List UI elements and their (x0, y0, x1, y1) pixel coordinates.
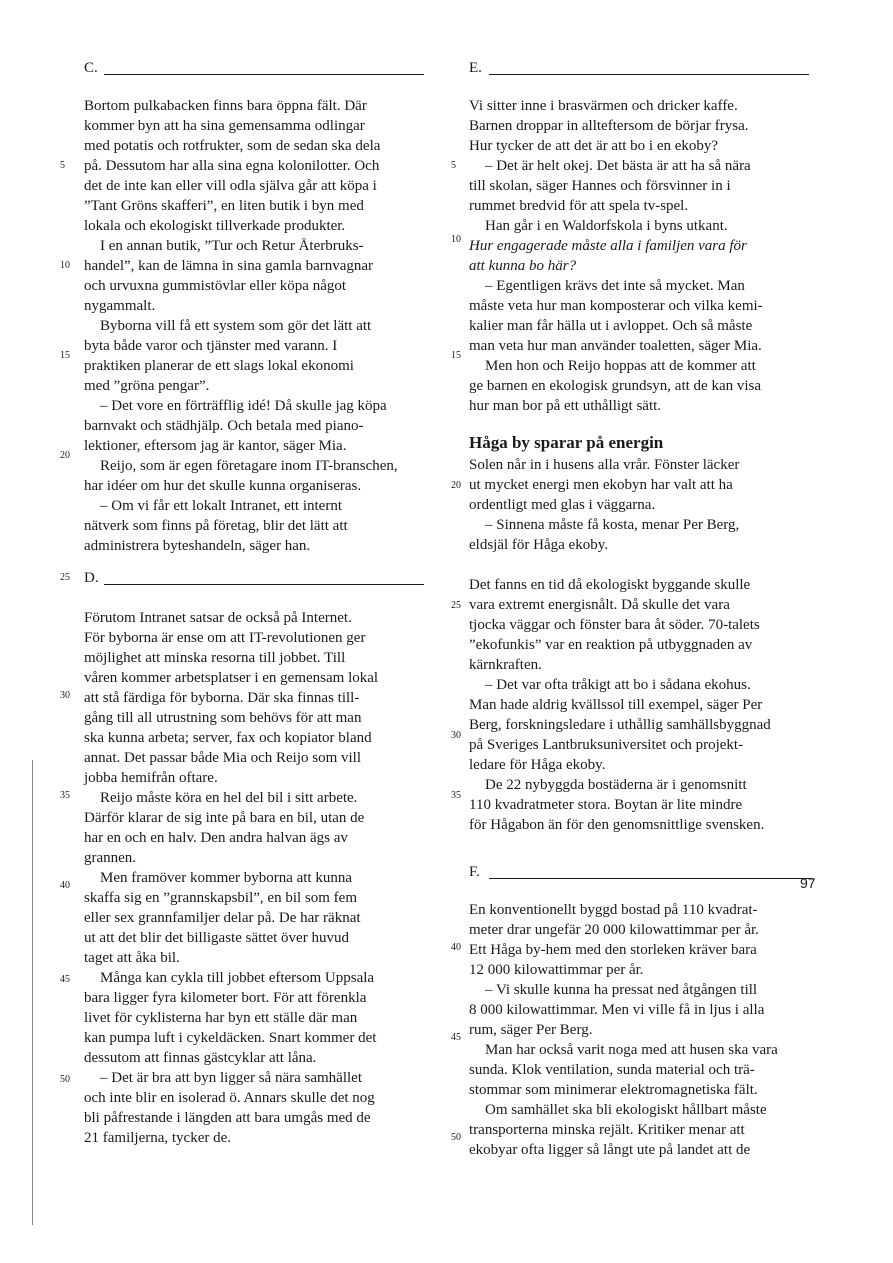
text-line: praktiken planerar de ett slags lokal ekonomi (84, 358, 354, 374)
text-line: våren kommer arbetsplatser i en gemensam lokal (84, 670, 379, 686)
text-line: jobba hemifrån oftare. (84, 770, 218, 786)
text-line: Förutom Intranet satsar de också på Internet. (84, 610, 352, 626)
line-number: 15 (451, 350, 461, 361)
text-line: ordentligt med glas i väggarna. (469, 497, 656, 513)
text-line: Man hade aldrig kvällssol till exempel, säger Per (469, 697, 763, 713)
line-number: 30 (60, 690, 70, 701)
text-line: det de inte kan eller vill odla själva går att köpa i (84, 178, 377, 194)
text-line: 8 000 kilowattimmar. Men vi ville få in ljus i alla (469, 1002, 765, 1018)
line-number: 45 (60, 974, 70, 985)
text-line: I en annan butik, ”Tur och Retur Återbruks- (100, 238, 364, 254)
answer-blank-line (104, 584, 424, 585)
margin-rule (32, 760, 33, 1225)
line-number: 5 (451, 160, 456, 171)
text-line: Berg, forskningsledare i uthållig samhällsbyggnad (469, 717, 771, 733)
text-line: Hur tycker de att det är att bo i en ekoby? (469, 138, 719, 154)
line-number: 20 (60, 450, 70, 461)
text-line: 12 000 kilowattimmar per år. (469, 962, 644, 978)
line-number: 45 (451, 1032, 461, 1043)
text-line: – Det är bra att byn ligger så nära samhället (100, 1070, 362, 1086)
text-line: kalier man får hälla ut i avloppet. Och så måste (469, 318, 753, 334)
text-line: vara extremt energisnålt. Då skulle det vara (469, 597, 730, 613)
text-line: har en och en halv. Den andra halvan ägs av (84, 830, 348, 846)
text-line: Reijo måste köra en hel del bil i sitt arbete. (100, 790, 358, 806)
text-line: Ett Håga by-hem med den storleken kräver bara (469, 942, 757, 958)
text-line: kan pumpa luft i cykeldäcken. Snart kommer det (84, 1030, 377, 1046)
line-number: 15 (60, 350, 70, 361)
text-line: med ”gröna pengar”. (84, 378, 210, 394)
text-line: 110 kvadratmeter stora. Boytan är lite mindre (469, 797, 743, 813)
text-line: bli påfrestande i längden att bara umgås med de (84, 1110, 371, 1126)
text-line: på Sveriges Lantbruksuniversitet och projekt- (469, 737, 744, 753)
text-line: – Sinnena måste få kosta, menar Per Berg, (485, 517, 740, 533)
section-f-heading (469, 862, 813, 882)
text-line: Många kan cykla till jobbet eftersom Uppsala (100, 970, 375, 986)
text-line: Det fanns en tid då ekologiskt byggande skulle (469, 577, 751, 593)
text-line: Barnen droppar in allteftersom de börjar frysa. (469, 118, 749, 134)
text-line: ska kunna arbeta; server, fax och kopiator bland (84, 730, 372, 746)
subheading: Håga by sparar på energin (469, 433, 664, 452)
text-line: bara ligger fyra kilometer bort. För att förenkla (84, 990, 367, 1006)
text-line: Byborna vill få ett system som gör det lätt att (100, 318, 372, 334)
text-line: administrera byteshandeln, säger han. (84, 538, 311, 554)
text-line: ”ekofunkis” var en reaktion på utbyggnaden av (469, 637, 753, 653)
text-line: Vi sitter inne i brasvärmen och dricker kaffe. (469, 98, 738, 114)
section-label: C. (84, 60, 98, 76)
text-line: eller sex grannfamiljer delar på. De har räknat (84, 910, 361, 926)
text-line: lokala och ekologiskt tillverkade produkter. (84, 218, 346, 234)
line-number: 10 (451, 234, 461, 245)
text-line: Reijo, som är egen företagare inom IT-branschen, (100, 458, 398, 474)
text-line: med potatis och rotfrukter, som de sedan ska dela (84, 138, 381, 154)
text-line: måste veta hur man komposterar och vilka kemi- (469, 298, 763, 314)
section-label: E. (469, 60, 482, 76)
line-number: 20 (451, 480, 461, 491)
answer-blank-line (104, 74, 424, 75)
text-line: nygammalt. (84, 298, 156, 314)
text-line: lektioner, eftersom jag är kantor, säger Mia. (84, 438, 347, 454)
text-line: ut att det blir det billigaste sättet över huvud (84, 930, 349, 946)
text-line: – Det vore en förträfflig idé! Då skulle jag köpa (100, 398, 387, 414)
text-line: En konventionellt byggd bostad på 110 kvadrat- (469, 902, 758, 918)
text-line: på. Dessutom har alla sina egna kolonilotter. Och (84, 158, 380, 174)
text-line: rummet bredvid för att spela tv-spel. (469, 198, 689, 214)
text-line: ge barnen en ekologisk grundsyn, att de kan visa (469, 378, 762, 394)
text-line: man veta hur man använder toaletten, säger Mia. (469, 338, 762, 354)
text-line: Solen når in i husens alla vrår. Fönster läcker (469, 457, 740, 473)
text-line: gång till all utrustning som behövs för att man (84, 710, 362, 726)
text-line: – Vi skulle kunna ha pressat ned åtgången till (485, 982, 758, 998)
line-number: 25 (60, 572, 70, 583)
text-line: ”Tant Gröns skafferi”, en liten butik i byn med (84, 198, 364, 214)
page-number: 97 (800, 875, 816, 891)
text-line: har idéer om hur det skulle kunna organiseras. (84, 478, 362, 494)
line-number: 40 (60, 880, 70, 891)
line-number: 40 (451, 942, 461, 953)
text-line: för Hågabon än för den genomsnittlige svensken. (469, 817, 765, 833)
text-line: livet för cyklisterna har byn ett ställe där man (84, 1010, 358, 1026)
text-line: Hur engagerade måste alla i familjen vara för (469, 238, 747, 254)
section-c-heading (84, 58, 424, 78)
text-line: handel”, kan de lämna in sina gamla barnvagnar (84, 258, 374, 274)
section-label: F. (469, 864, 480, 880)
text-line: byta både varor och tjänster med varann. I (84, 338, 338, 354)
answer-blank-line (489, 878, 813, 879)
line-number: 35 (60, 790, 70, 801)
text-line: dessutom att finnas gästcyklar att låna. (84, 1050, 317, 1066)
text-line: Därför klarar de sig inte på bara en bil, utan de (84, 810, 365, 826)
text-line: taget att åka bil. (84, 950, 180, 966)
answer-blank-line (489, 74, 809, 75)
text-line: Men hon och Reijo hoppas att de kommer att (485, 358, 756, 374)
section-e-heading (469, 58, 809, 78)
text-line: ekobyar ofta ligger så långt ute på landet att de (469, 1142, 751, 1158)
text-line: grannen. (84, 850, 137, 866)
text-line: – Egentligen krävs det inte så mycket. Man (485, 278, 745, 294)
line-number: 10 (60, 260, 70, 271)
text-line: transporterna minska rejält. Kritiker menar att (469, 1122, 745, 1138)
text-line: – Om vi får ett lokalt Intranet, ett internt (100, 498, 343, 514)
text-line: eldsjäl för Håga ekoby. (469, 537, 608, 553)
text-line: möjlighet att minska resorna till jobbet. Till (84, 650, 346, 666)
text-line: – Det är helt okej. Det bästa är att ha så nära (485, 158, 751, 174)
line-number: 50 (60, 1074, 70, 1085)
line-number: 35 (451, 790, 461, 801)
text-line: Man har också varit noga med att husen ska vara (485, 1042, 778, 1058)
text-line: tjocka väggar och fönster bara åt söder. 70-talets (469, 617, 760, 633)
text-line: och inte blir en isolerad ö. Annars skulle det nog (84, 1090, 375, 1106)
text-line: hur man bor på ett uthålligt sätt. (469, 398, 662, 414)
text-line: Men framöver kommer byborna att kunna (100, 870, 353, 886)
text-line: att kunna bo här? (469, 258, 577, 274)
text-line: att stå färdiga för byborna. Där ska finnas till- (84, 690, 360, 706)
text-line: ledare för Håga ekoby. (469, 757, 606, 773)
text-line: För byborna är ense om att IT-revolutionen ger (84, 630, 366, 646)
section-label: D. (84, 570, 99, 586)
text-line: Om samhället ska bli ekologiskt hållbart måste (485, 1102, 767, 1118)
text-line: till skolan, säger Hannes och försvinner in i (469, 178, 731, 194)
text-line: stommar som minimerar elektromagnetiska fält. (469, 1082, 758, 1098)
text-line: sunda. Klok ventilation, sunda material och trä- (469, 1062, 755, 1078)
text-line: annat. Det passar både Mia och Reijo som vill (84, 750, 362, 766)
text-line: meter drar ungefär 20 000 kilowattimmar per år. (469, 922, 759, 938)
text-line: rum, säger Per Berg. (469, 1022, 593, 1038)
text-line: De 22 nybyggda bostäderna är i genomsnitt (485, 777, 747, 793)
line-number: 25 (451, 600, 461, 611)
line-number: 30 (451, 730, 461, 741)
text-line: skaffa sig en ”grannskapsbil”, en bil som fem (84, 890, 357, 906)
text-line: Bortom pulkabacken finns bara öppna fält. Där (84, 98, 367, 114)
text-line: Han går i en Waldorfskola i byns utkant. (485, 218, 728, 234)
text-line: ut mycket energi men ekobyn har valt att ha (469, 477, 733, 493)
text-line: barnvakt och städhjälp. Och betala med piano- (84, 418, 364, 434)
line-number: 50 (451, 1132, 461, 1143)
text-line: och urvuxna gummistövlar eller köpa något (84, 278, 347, 294)
text-line: – Det var ofta tråkigt att bo i sådana ekohus. (485, 677, 751, 693)
section-d-heading (84, 568, 424, 588)
text-line: nätverk som finns på företag, blir det lätt att (84, 518, 348, 534)
text-line: 21 familjerna, tycker de. (84, 1130, 232, 1146)
line-number: 5 (60, 160, 65, 171)
text-line: kommer byn att ha sina gemensamma odlingar (84, 118, 365, 134)
text-line: kärnkraften. (469, 657, 542, 673)
